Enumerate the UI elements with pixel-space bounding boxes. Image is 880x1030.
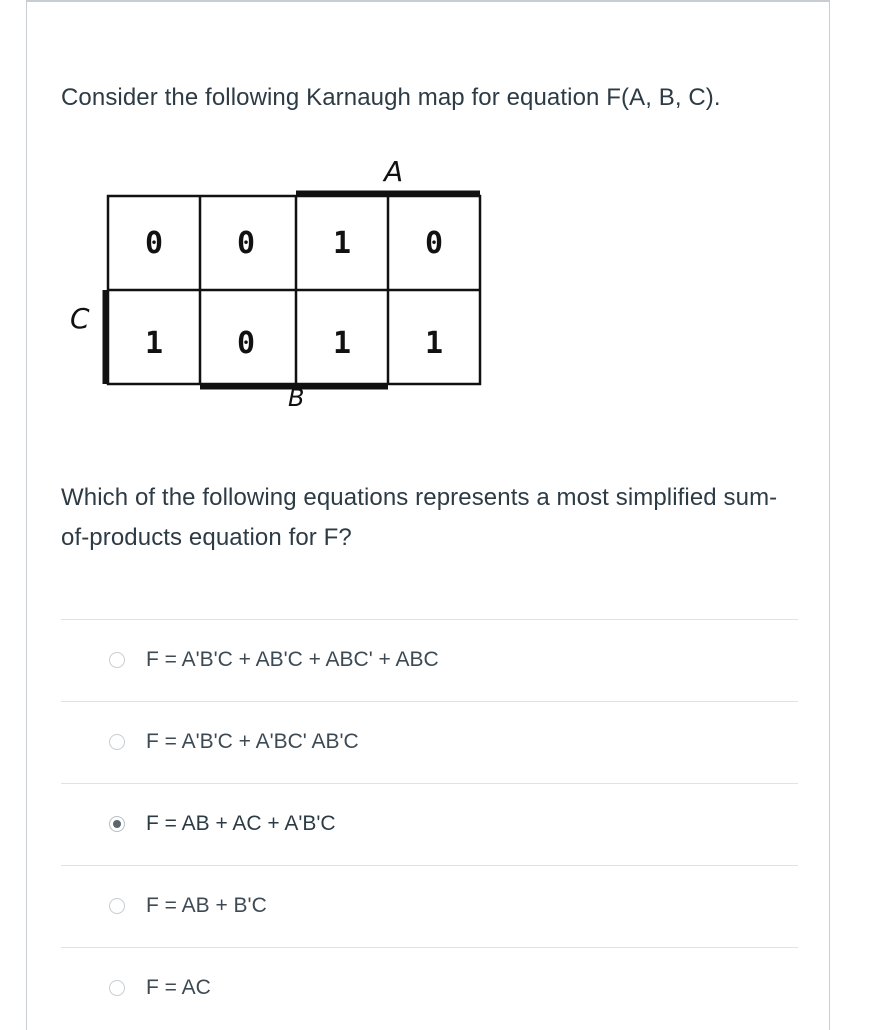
answer-option-label: F = A'B'C + A'BC' AB'C — [146, 730, 359, 753]
answer-option-label: F = AC — [146, 976, 211, 999]
answer-option-label: F = A'B'C + AB'C + ABC' + ABC — [146, 648, 439, 671]
kmap-cell: 0 — [236, 225, 256, 261]
question-prompt: Which of the following equations represents a most simplified sum-of-products equation for F? — [61, 484, 778, 551]
kmap-cell: 1 — [332, 225, 352, 261]
kmap-cell: 0 — [144, 225, 164, 261]
variable-c-label: C — [70, 302, 90, 335]
kmap-cell: 0 — [424, 225, 444, 261]
answer-option-label: F = AB + AC + A'B'C — [146, 812, 336, 835]
answer-option[interactable] — [61, 701, 798, 783]
kmap-cell: 1 — [424, 325, 444, 361]
kmap-cell: 1 — [144, 325, 164, 361]
variable-a-label: A — [384, 155, 404, 188]
radio-button-checked[interactable] — [109, 816, 125, 832]
kmap-cell: 1 — [332, 325, 352, 361]
radio-button[interactable] — [109, 980, 125, 996]
kmap-cell: 0 — [236, 325, 256, 361]
question-intro: Consider the following Karnaugh map for equation F(A, B, C). — [61, 84, 721, 111]
variable-b-label: B — [288, 384, 305, 412]
answer-option-selected[interactable] — [61, 783, 798, 865]
answer-option-label: F = AB + B'C — [146, 894, 267, 917]
answer-option[interactable] — [61, 865, 798, 947]
answer-option[interactable] — [61, 619, 798, 701]
radio-button[interactable] — [109, 652, 125, 668]
answer-options — [61, 619, 798, 1029]
answer-option[interactable] — [61, 947, 798, 1029]
radio-button[interactable] — [109, 734, 125, 750]
radio-button[interactable] — [109, 898, 125, 914]
